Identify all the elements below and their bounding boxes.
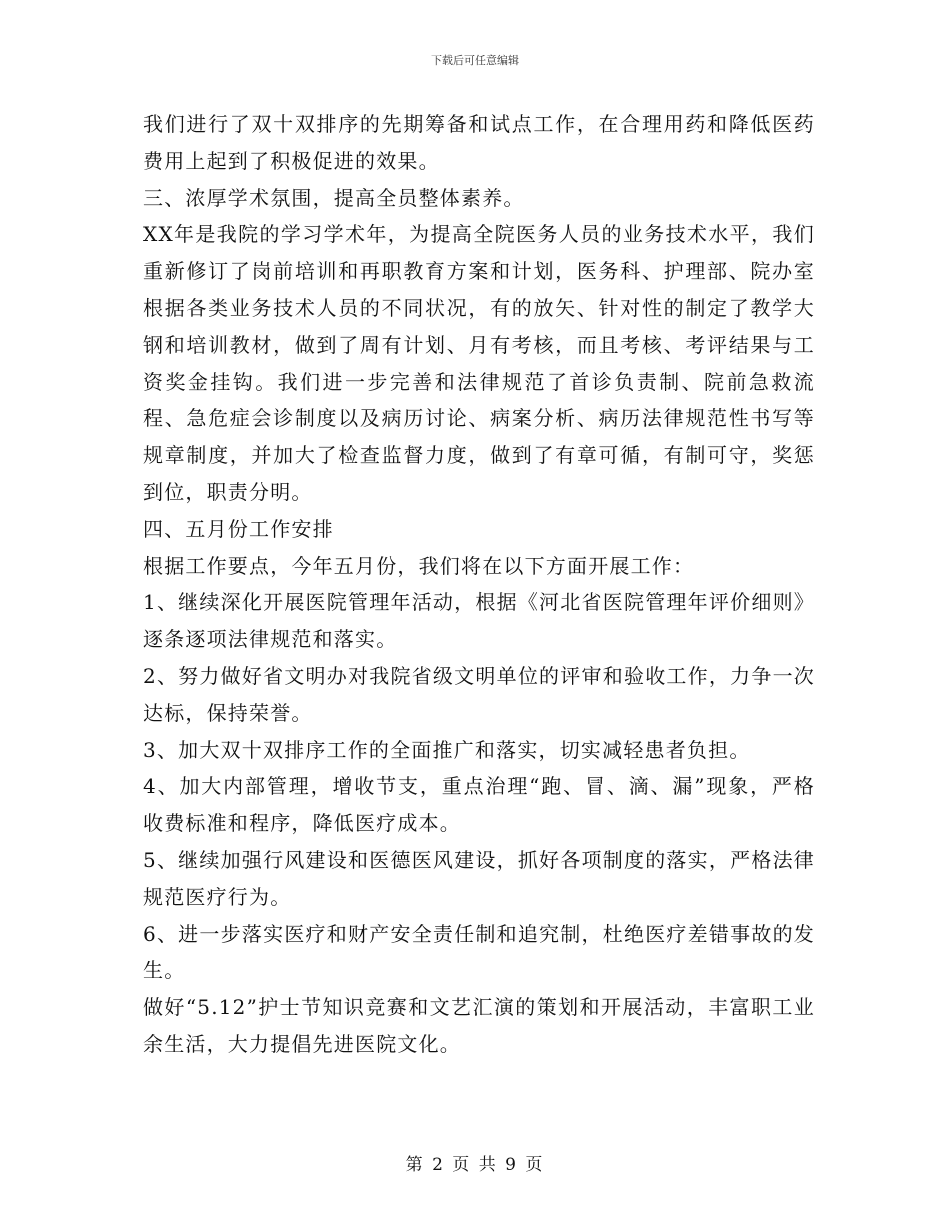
list-item-4: 4、加大内部管理，增收节支，重点治理“跑、冒、滴、漏”现象，严格收费标准和程序，降低医疗成本。 <box>143 774 815 836</box>
list-item-2: 2、努力做好省文明办对我院省级文明单位的评审和验收工作，力争一次达标，保持荣誉。 <box>143 663 815 725</box>
section-heading-3: 三、浓厚学术氛围，提高全员整体素养。 <box>143 185 525 210</box>
paragraph-3: 根据工作要点，今年五月份，我们将在以下方面开展工作： <box>143 553 695 578</box>
document-body <box>143 106 815 1063</box>
list-item-3: 3、加大双十双排序工作的全面推广和落实，切实减轻患者负担。 <box>143 737 751 762</box>
paragraph-1: 我们进行了双十双排序的先期筹备和试点工作，在合理用药和降低医药费用上起到了积极促进的效果。 <box>143 112 815 173</box>
page-number: 第 2 页 共 9 页 <box>405 1155 545 1175</box>
list-item-1: 1、继续深化开展医院管理年活动，根据《河北省医院管理年评价细则》逐条逐项法律规范和落实。 <box>143 590 815 652</box>
paragraph-4: 做好“5.12”护士节知识竞赛和文艺汇演的策划和开展活动，丰富职工业余生活，大力提倡先进医院文化。 <box>143 995 815 1056</box>
section-heading-4: 四、五月份工作安排 <box>143 516 334 541</box>
list-item-6: 6、进一步落实医疗和财产安全责任制和追究制，杜绝医疗差错事故的发生。 <box>143 921 815 983</box>
page-header: 下载后可任意编辑 <box>431 54 519 67</box>
paragraph-2: XX年是我院的学习学术年，为提高全院医务人员的业务技术水平，我们重新修订了岗前培训和再职教育方案和计划，医务科、护理部、院办室根据各类业务技术人员的不同状况，有的放矢、针对性的制定了教学大钢和培训教材，做到了周有计划、月有考核，而且考核、考评结果与工资奖金挂钩。我们进一步完善和法律规范了首诊负责制、院前急救流程、急危症会诊制度以及病历讨论、病案分析、病历法律规范性书写等规章制度，并加大了检查监督力度，做到了有章可循，有制可守，奖惩到位，职责分明。 <box>143 222 815 504</box>
list-item-5: 5、继续加强行风建设和医德医风建设，抓好各项制度的落实，严格法律规范医疗行为。 <box>143 847 815 909</box>
